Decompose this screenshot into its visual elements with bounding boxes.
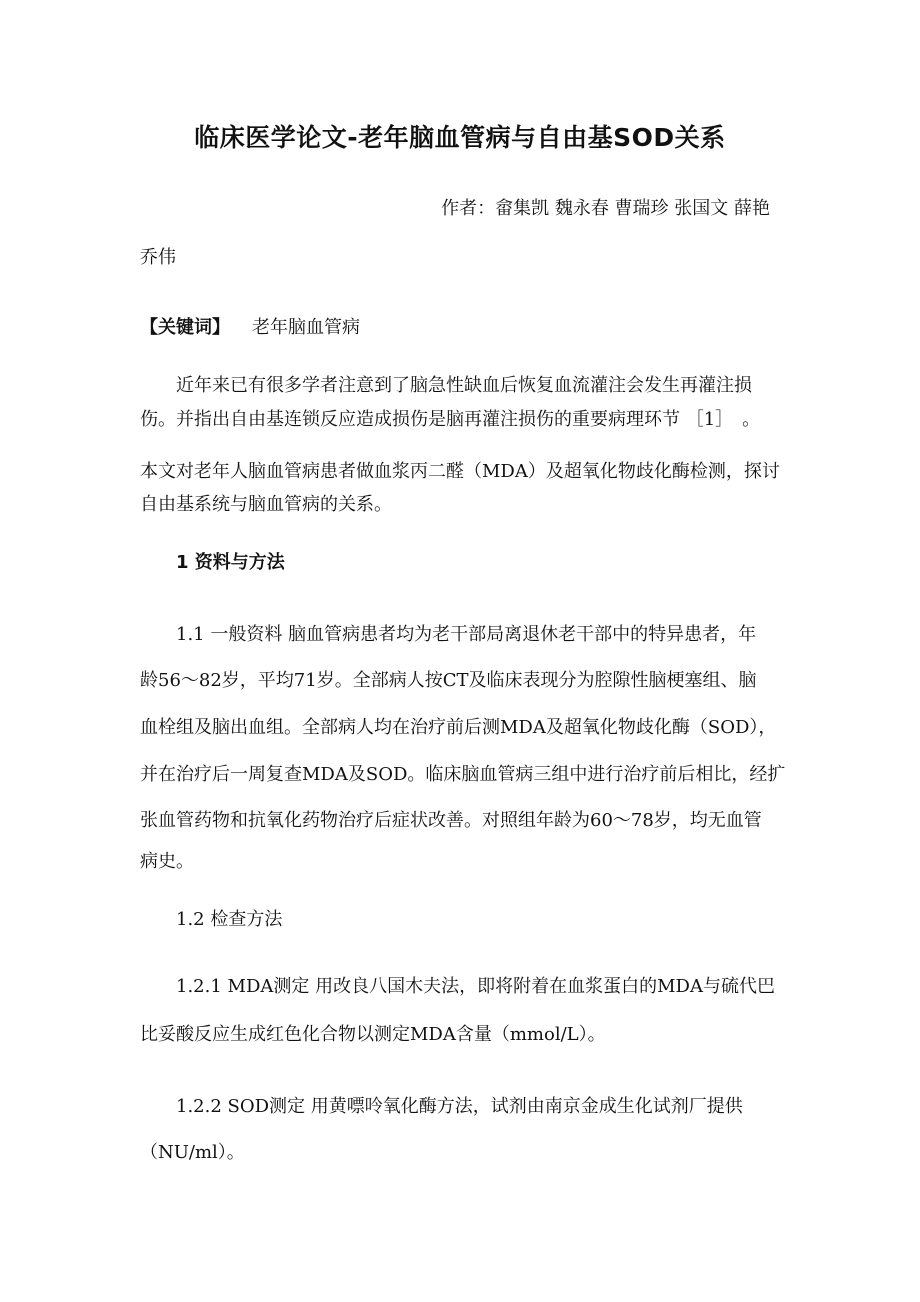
paragraph-line: 比妥酸反应生成红色化合物以测定MDA含量（mmol/L）。: [140, 1024, 606, 1045]
keywords-value: 老年脑血管病: [252, 317, 360, 338]
paragraph-line: 血栓组及脑出血组。全部病人均在治疗前后测MDA及超氧化物歧化酶（SOD），: [140, 717, 777, 738]
intro-line: 自由基系统与脑血管病的关系。: [140, 494, 392, 515]
document-title: 临床医学论文-老年脑血管病与自由基SOD关系: [194, 123, 726, 152]
intro-line: 伤。并指出自由基连锁反应造成损伤是脑再灌注损伤的重要病理环节 ［1］ 。: [140, 409, 761, 430]
section-heading: 1 资料与方法: [176, 552, 285, 573]
intro-line: 近年来已有很多学者注意到了脑急性缺血后恢复血流灌注会发生再灌注损: [176, 375, 752, 396]
paragraph-line: （NU/ml）。: [140, 1142, 245, 1163]
paragraph-line: 1.1 一般资料 脑血管病患者均为老干部局离退休老干部中的特异患者，年: [176, 624, 757, 645]
paragraph-line: 并在治疗后一周复查MDA及SOD。临床脑血管病三组中进行治疗前后相比，经扩: [140, 764, 786, 785]
paragraph-line: 1.2.1 MDA测定 用改良八国木夫法，即将附着在血浆蛋白的MDA与硫代巴: [176, 976, 775, 997]
intro-line: 本文对老年人脑血管病患者做血浆丙二醛（MDA）及超氧化物歧化酶检测，探讨: [140, 461, 780, 482]
keywords: [140, 313, 360, 339]
paragraph-line: 龄56～82岁，平均71岁。全部病人按CT及临床表现分为腔隙性脑梗塞组、脑: [140, 670, 757, 691]
authors-line-continued: 乔伟: [140, 247, 176, 268]
paragraph-line: 病史。: [140, 851, 194, 872]
paragraph-line: 张血管药物和抗氧化药物治疗后症状改善。对照组年龄为60～78岁，均无血管: [140, 810, 762, 831]
keywords-label: 【关键词】: [140, 317, 230, 338]
authors-line: 作者：畲集凯 魏永春 曹瑞珍 张国文 薛艳: [441, 198, 770, 219]
subsection-heading: 1.2 检查方法: [176, 909, 283, 930]
paragraph-line: 1.2.2 SOD测定 用黄嘌呤氧化酶方法，试剂由南京金成生化试剂厂提供: [176, 1096, 743, 1117]
